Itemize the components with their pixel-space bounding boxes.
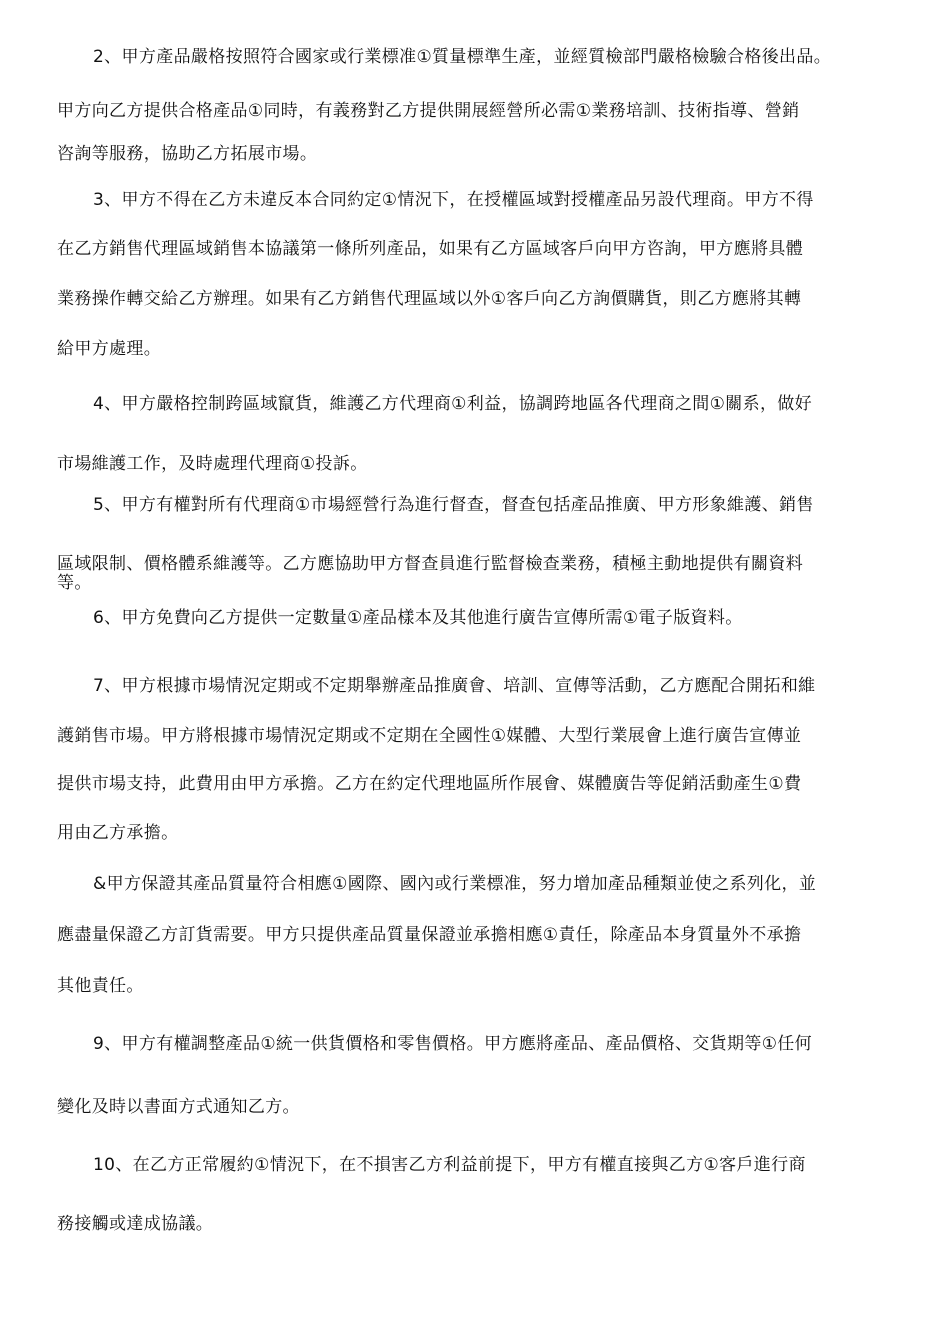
clause-3-line-1: 3、甲方不得在乙方未違反本合同約定①情況下，在授權區域對授權產品另設代理商。甲方不得 [93,190,814,210]
clause-4-line-1: 4、甲方嚴格控制跨區域竄貨，維護乙方代理商①利益，協調跨地區各代理商之間①關系，做好 [93,394,812,414]
clause-8-line-2: 應盡量保證乙方訂貨需要。甲方只提供產品質量保證並承擔相應①責任，除產品本身質量外不承擔 [57,925,802,945]
clause-8-line-1: &甲方保證其產品質量符合相應①國際、國內或行業標准，努力增加產品種類並使之系列化，並 [93,874,817,894]
clause-5-line-2: 區域限制、價格體系維護等。乙方應協助甲方督查員進行監督檢查業務，積極主動地提供有關資料 [57,554,804,574]
clause-7-line-2: 護銷售市場。甲方將根據市場情況定期或不定期在全國性①媒體、大型行業展會上進行廣告宣傳並 [57,726,802,746]
clause-2-line-2: 甲方向乙方提供合格產品①同時，有義務對乙方提供開展經營所必需①業務培訓、技術指導、營銷 [57,101,800,121]
clause-3-line-4: 給甲方處理。 [57,339,162,359]
clause-9-line-1: 9、甲方有權調整產品①統一供貨價格和零售價格。甲方應將產品、產品價格、交貨期等①任何 [93,1034,812,1054]
clause-10-line-1: 10、在乙方正常履約①情況下，在不損害乙方利益前提下，甲方有權直接與乙方①客戶進行商 [93,1155,806,1175]
clause-2-line-3: 咨詢等服務，協助乙方拓展市場。 [57,144,318,164]
clause-5-line-3: 等。 [57,573,92,593]
clause-7-line-1: 7、甲方根據市場情況定期或不定期舉辦產品推廣會、培訓、宣傳等活動，乙方應配合開拓和維 [93,676,816,696]
clause-7-line-3: 提供市場支持，此費用由甲方承擔。乙方在約定代理地區所作展會、媒體廣告等促銷活動產生①費 [57,774,802,794]
clause-6-line-1: 6、甲方免費向乙方提供一定數量①產品樣本及其他進行廣告宣傳所需①電子版資料。 [93,608,743,628]
clause-8-line-3: 其他責任。 [57,976,144,996]
clause-2-line-1: 2、甲方產品嚴格按照符合國家或行業標准①質量標準生產，並經質檢部門嚴格檢驗合格後出品。 [93,47,832,67]
clause-3-line-2: 在乙方銷售代理區域銷售本協議第一條所列產品，如果有乙方區域客戶向甲方咨詢，甲方應將具體 [57,239,804,259]
clause-7-line-4: 用由乙方承擔。 [57,823,179,843]
clause-4-line-2: 市場維護工作，及時處理代理商①投訴。 [57,454,368,474]
clause-9-line-2: 變化及時以書面方式通知乙方。 [57,1097,300,1117]
clause-10-line-2: 務接觸或達成協議。 [57,1214,214,1234]
clause-5-line-1: 5、甲方有權對所有代理商①市場經營行為進行督查，督查包括產品推廣、甲方形象維護、銷售 [93,495,814,515]
clause-3-line-3: 業務操作轉交給乙方辦理。如果有乙方銷售代理區域以外①客戶向乙方詢價購貨，則乙方應將其轉 [57,289,802,309]
